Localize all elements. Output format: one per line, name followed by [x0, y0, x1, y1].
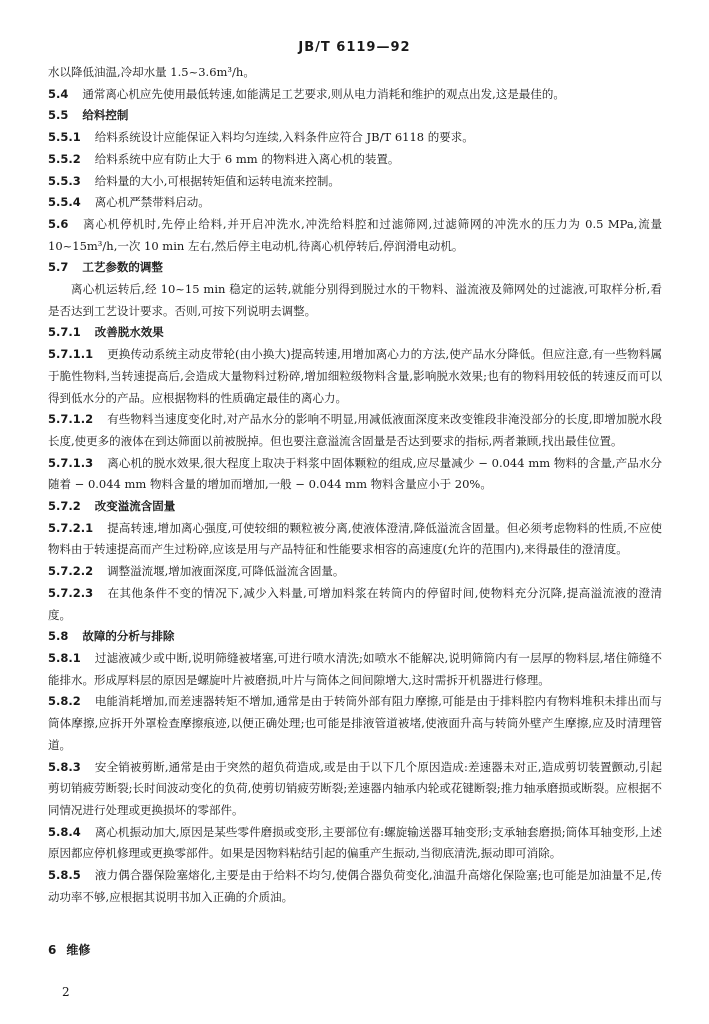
clause-5-7-1-1: [48, 344, 662, 409]
clause-number: 5.7.1.3: [48, 455, 94, 470]
clause-number: 5.4: [48, 86, 69, 101]
clause-5-7: [48, 257, 662, 279]
clause-5-5-2: [48, 149, 662, 171]
clause-5-7-2-3: [48, 583, 662, 626]
clause-5-5-3: [48, 171, 662, 193]
clause-5-5-1: [48, 127, 662, 149]
clause-number: 5.7.2.3: [48, 585, 94, 600]
clause-number: 5.7.2.1: [48, 520, 94, 535]
clause-heading: 改变溢流含固量: [94, 499, 176, 514]
clause-5-6: [48, 214, 662, 257]
document-body: [48, 62, 662, 908]
clause-text: 在其他条件不变的情况下,减少入料量,可增加料浆在转筒内的停留时间,使物料充分沉降,提高溢流液的澄清度。: [48, 585, 662, 622]
clause-5-8-5: [48, 865, 662, 908]
clause-heading: 给料控制: [82, 108, 129, 123]
clause-number: 5.6: [48, 216, 69, 231]
clause-text: 安全销被剪断,通常是由于突然的超负荷造成,或是由于以下几个原因造成:差速器未对正,造成剪切装置颤动,引起剪切销疲劳断裂;长时间波动变化的负荷,使剪切销疲劳断裂;差速器内轴承内轮或花键断裂;推力轴承磨损或断裂。应根据不同情况进行处理或更换损坏的零部件。: [48, 759, 662, 817]
clause-number: 5.5: [48, 108, 69, 123]
clause-heading: 故障的分析与排除: [82, 629, 175, 644]
clause-heading: 改善脱水效果: [94, 325, 164, 340]
page-number: 2: [62, 985, 70, 999]
clause-text: 离心机振动加大,原因是某些零件磨损或变形,主要部位有:螺旋输送器耳轴变形;支承轴套磨损;筒体耳轴变形,上述原因都应停机修理或更换零部件。如果是因物料粘结引起的偏重产生振动,当彻底清洗,振动即可消除。: [48, 824, 662, 861]
clause-heading: 工艺参数的调整: [82, 260, 163, 275]
clause-text: 离心机的脱水效果,很大程度上取决于料浆中固体颗粒的组成,应尽量减少 − 0.044 mm 物料的含量,产品水分随着 − 0.044 mm 物料含量的增加而增加,一般 − 0.044 mm 物料含量应小于 20%。: [48, 455, 662, 492]
clause-5-8-1: [48, 648, 662, 691]
clause-text: 通常离心机应先使用最低转速,如能满足工艺要求,则从电力消耗和维护的观点出发,这是最佳的。: [82, 86, 565, 101]
clause-5-7-1-3: [48, 453, 662, 496]
clause-5-4: [48, 84, 662, 106]
clause-text: 离心机严禁带料启动。: [94, 195, 210, 210]
page-header: JB/T 6119—92: [298, 40, 411, 55]
clause-5-8-4: [48, 822, 662, 865]
clause-number: 5.8: [48, 629, 69, 644]
clause-text: 液力偶合器保险塞熔化,主要是由于给料不均匀,使偶合器负荷变化,油温升高熔化保险塞;也可能是加油量不足,传动功率不够,应根据其说明书加入正确的介质油。: [48, 868, 662, 904]
section-title: 维修: [66, 943, 91, 957]
clause-5-8-2: [48, 691, 662, 756]
clause-5-8: [48, 626, 662, 648]
clause-number: 5.5.3: [48, 173, 81, 188]
clause-text: 提高转速,增加离心强度,可使较细的颗粒被分离,使液体澄清,降低溢流含固量。但必须考虑物料的性质,不应使物料由于转速提高而产生过粉碎,应该是用与产品特征和性能要求相容的高速度(允许的范围内),来得最佳的澄清度。: [48, 520, 662, 557]
clause-text: 给料系统中应有防止大于 6 mm 的物料进入离心机的装置。: [94, 151, 400, 166]
clause-text: 离心机运转后,经 10~15 min 稳定的运转,就能分别得到脱过水的干物料、溢流液及筛网处的过滤液,可取样分析,看是否达到工艺设计要求。否则,可按下列说明去调整。: [48, 282, 662, 318]
clause-text: 调整溢流堰,增加液面深度,可降低溢流含固量。: [107, 564, 345, 579]
clause-5-8-3: [48, 757, 662, 822]
clause-number: 5.7.1.1: [48, 347, 94, 362]
clause-5-7-1: [48, 322, 662, 344]
clause-number: 5.7: [48, 260, 69, 275]
clause-number: 5.8.5: [48, 868, 81, 883]
clause-number: 5.7.2: [48, 499, 81, 514]
clause-text: 离心机停机时,先停止给料,并开启冲洗水,冲洗给料腔和过滤筛网,过滤筛网的冲洗水的压力为 0.5 MPa,流量 10~15m³/h,一次 10 min 左右,然后停主电动机,待离心机停转后,停润滑电动机。: [48, 216, 662, 253]
clause-text: 有些物料当速度变化时,对产品水分的影响不明显,用减低液面深度来改变锥段非淹没部分的长度,即增加脱水段长度,使更多的液体在到达筛面以前被脱掉。但也要注意溢流含固量是否达到要求的指标,两者兼顾,找出最佳位置。: [48, 412, 662, 448]
clause-number: 5.5.4: [48, 195, 81, 210]
section-number: 6: [48, 943, 57, 957]
clause-number: 5.8.1: [48, 650, 81, 665]
clause-5-7-2-2: [48, 561, 662, 583]
clause-number: 5.8.4: [48, 824, 81, 839]
clause-number: 5.8.2: [48, 694, 81, 709]
clause-text: 电能消耗增加,而差速器转矩不增加,通常是由于转筒外部有阻力摩擦,可能是由于排料腔内有物料堆积未排出而与筒体摩擦,应拆开外罩检查摩擦痕迹,以便正确处理;也可能是排液管道被堵,使液面升高与转筒外壁产生摩擦,应及时清理管道。: [48, 694, 662, 752]
clause-number: 5.8.3: [48, 759, 81, 774]
clause-number: 5.7.1: [48, 325, 81, 340]
paragraph: [48, 279, 662, 322]
clause-text: 给料系统设计应能保证入料均匀连续,入料条件应符合 JB/T 6118 的要求。: [94, 130, 474, 145]
clause-number: 5.7.2.2: [48, 564, 94, 579]
clause-5-7-1-2: [48, 409, 662, 452]
clause-5-7-2: [48, 496, 662, 518]
clause-text: 水以降低油温,冷却水量 1.5~3.6m³/h。: [48, 65, 255, 79]
paragraph: [48, 62, 662, 84]
clause-5-5-4: [48, 192, 662, 214]
clause-text: 过滤液减少或中断,说明筛缝被堵塞,可进行喷水清洗;如喷水不能解决,说明筛筒内有一层厚的物料层,堵住筛缝不能排水。形成厚料层的原因是螺旋叶片被磨损,叶片与筒体之间间隙增大,这时需拆开机器进行修理。: [48, 650, 662, 687]
section-6-heading: [48, 941, 90, 958]
clause-5-7-2-1: [48, 518, 662, 561]
clause-number: 5.5.2: [48, 151, 81, 166]
clause-number: 5.5.1: [48, 130, 81, 145]
clause-text: 给料量的大小,可根据转矩值和运转电流来控制。: [94, 173, 340, 188]
clause-text: 更换传动系统主动皮带轮(由小换大)提高转速,用增加离心力的方法,使产品水分降低。但应注意,有一些物料属于脆性物料,当转速提高后,会造成大量物料过粉碎,增加细粒级物料含量,影响脱水效果;也有的物料用较低的转速反而可以得到低水分的产品。应根据物料的性质确定最佳的离心力。: [48, 347, 662, 405]
clause-number: 5.7.1.2: [48, 412, 94, 427]
clause-5-5: [48, 105, 662, 127]
